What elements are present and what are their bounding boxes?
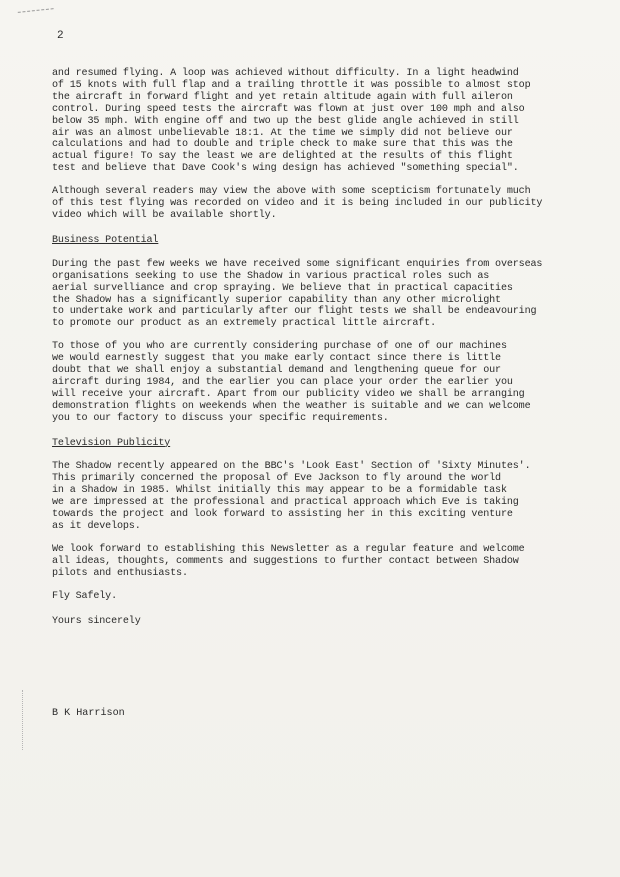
fly-safely-line: Fly Safely. [52,590,117,602]
page-number: 2 [57,30,64,42]
heading-business-potential: Business Potential [52,234,159,246]
signature-name: B K Harrison [52,708,125,719]
paragraph-bbc: The Shadow recently appeared on the BBC's 'Look East' Section of 'Sixty Minutes'. This primarily concerned the proposal of Eve Jackson to fly around the world in a Shadow in 1985. Whilst initially this may appear to be a formidable task we are impressed at the professional and practical approach which Eve is taking towards the project and look forward to assisting her in this exciting venture as it develops. [52,461,531,532]
yours-sincerely-line: Yours sincerely [52,615,141,627]
margin-marks [22,690,25,750]
heading-television-publicity: Television Publicity [52,437,171,449]
paragraph-enquiries: During the past few weeks we have received some significant enquiries from overseas organisations seeking to use the Shadow in various practical roles such as aerial survelliance and crop spraying. We believe that in practical capacities the Shadow has a significantly superior capability than any other microlight to undertake work and particularly after our flight tests we shall be endeavouring to promote our product as an extremely practical little aircraft. [52,258,543,330]
paragraph-video: Although several readers may view the above with some scepticism fortunately much of this test flying was recorded on video and it is being included in our publicity video which will be available shortly. [52,186,543,221]
paragraph-flight-test: and resumed flying. A loop was achieved without difficulty. In a light headwind of 15 knots with full flap and a trailing throttle it was possible to almost stop the aircraft in forward flight and yet retain altitude again with full aileron control. During speed tests the aircraft was flown at just over 100 mph and also below 35 mph. With engine off and two up the best glide angle achieved in still air was an almost unbelievable 18:1. At the time we simply did not believe our calculations and had to double and triple check to make sure that this was the actual figure! To say the least we are delighted at the results of this flight test and believe that Dave Cook's wing design has achieved "something special". [52,68,531,175]
paper-scuff-mark [18,8,55,19]
paragraph-purchase: To those of you who are currently considering purchase of one of our machines we would earnestly suggest that you make early contact since there is little doubt that we shall enjoy a substantial demand and lengthening queue for our aircraft during 1984, and the earlier you can place your order the earlier you will receive your aircraft. Apart from our publicity video we shall be arranging demonstration flights on weekends when the weather is suitable and we can welcome you to our factory to discuss your specific requirements. [52,341,531,424]
paragraph-newsletter: We look forward to establishing this Newsletter as a regular feature and welcome all ideas, thoughts, comments and suggestions to further contact between Shadow pilots and enthusiasts. [52,543,525,579]
letter-body [52,68,582,640]
